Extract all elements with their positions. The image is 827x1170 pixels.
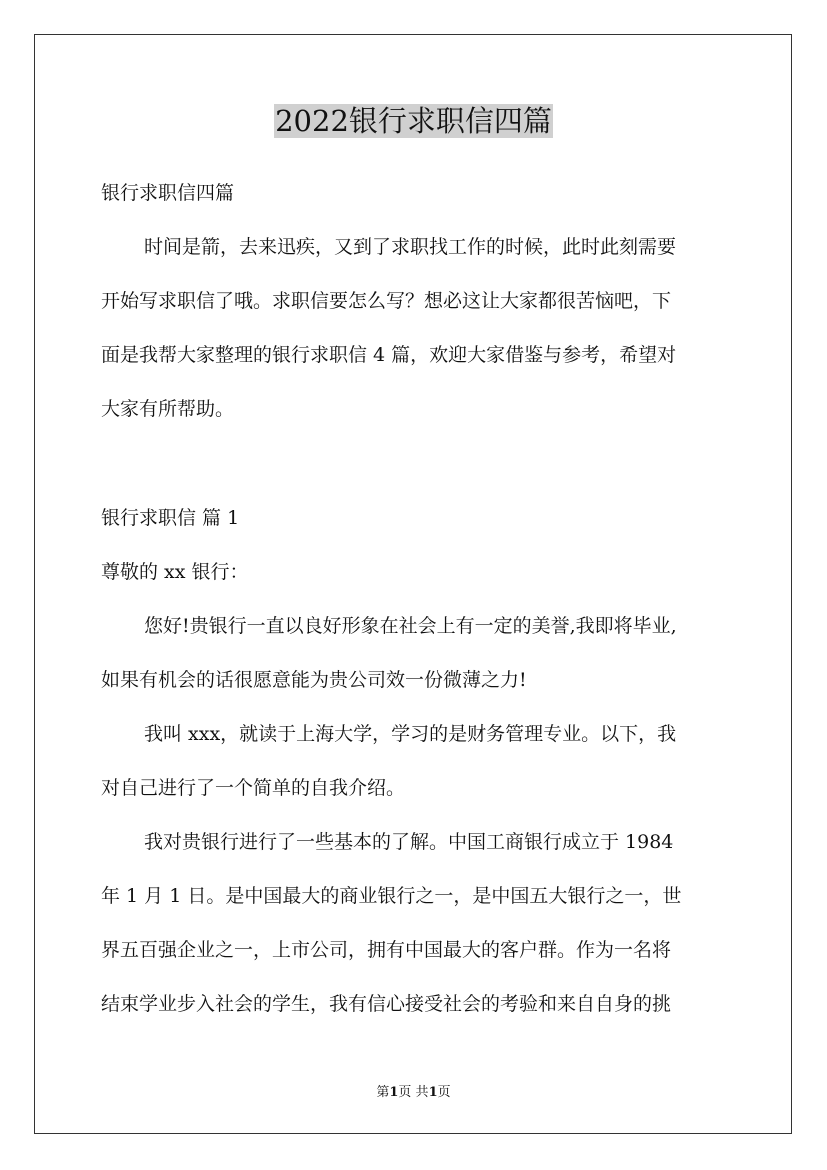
footer-prefix: 第 <box>376 1085 390 1100</box>
footer-suffix: 页 <box>437 1085 451 1100</box>
body-line-3: 我叫 xxx，就读于上海大学，学习的是财务管理专业。以下，我 <box>144 723 677 745</box>
intro-line-2: 开始写求职信了哦。求职信要怎么写？想必这让大家都很苦恼吧，下 <box>101 290 672 312</box>
document-title <box>0 98 827 144</box>
body-line-6: 年 1 月 1 日。是中国最大的商业银行之一，是中国五大银行之一，世 <box>101 885 682 907</box>
subtitle: 银行求职信四篇 <box>101 182 235 204</box>
intro-line-4: 大家有所帮助。 <box>101 398 235 420</box>
section-heading: 银行求职信 篇 1 <box>101 507 240 529</box>
page-footer <box>0 1083 827 1103</box>
intro-line-3: 面是我帮大家整理的银行求职信 4 篇，欢迎大家借鉴与参考，希望对 <box>101 344 677 366</box>
body-line-5: 我对贵银行进行了一些基本的了解。中国工商银行成立于 1984 <box>144 831 674 853</box>
body-line-1: 您好!贵银行一直以良好形象在社会上有一定的美誉,我即将毕业, <box>144 615 677 637</box>
intro-line-1: 时间是箭，去来迅疾，又到了求职找工作的时候，此时此刻需要 <box>144 236 677 258</box>
body-line-8: 结束学业步入社会的学生，我有信心接受社会的考验和来自自身的挑 <box>101 993 672 1015</box>
salutation: 尊敬的 xx 银行： <box>101 561 249 583</box>
footer-page-number: 1 <box>389 1085 399 1100</box>
body-line-4: 对自己进行了一个简单的自我介绍。 <box>101 777 406 799</box>
body-line-7: 界五百强企业之一，上市公司，拥有中国最大的客户群。作为一名将 <box>101 939 672 961</box>
title-text: 2022银行求职信四篇 <box>275 104 552 138</box>
footer-mid: 页 共 <box>398 1085 429 1100</box>
body-line-2: 如果有机会的话很愿意能为贵公司效一份微薄之力! <box>101 669 527 691</box>
footer-total-pages: 1 <box>428 1085 438 1100</box>
